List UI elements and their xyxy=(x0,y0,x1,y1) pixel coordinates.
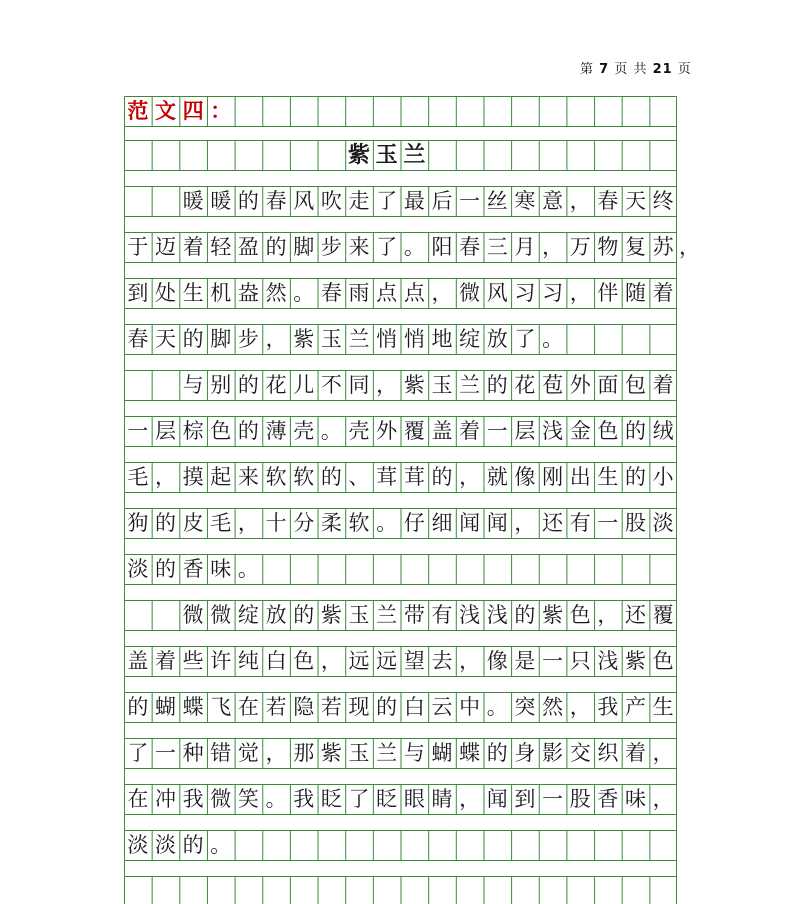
paragraph-3-char: 若 xyxy=(265,695,287,719)
paragraph-2-char: 还 xyxy=(542,511,564,535)
paragraph-1-char: 于 xyxy=(127,235,149,259)
paragraph-2-char: 闻 xyxy=(459,511,481,535)
paragraph-3-char: 织 xyxy=(597,741,619,765)
paragraph-3-char: 浅 xyxy=(597,649,619,673)
paragraph-1-char: 万 xyxy=(569,235,591,259)
paragraph-1-char: 盎 xyxy=(237,281,259,305)
paragraph-2-char: 刚 xyxy=(542,465,564,489)
paragraph-2-char: 软 xyxy=(265,465,287,489)
paragraph-1-char: 习 xyxy=(514,281,536,305)
paragraph-3-char: 的 xyxy=(514,603,536,627)
paragraph-2-char: 的 xyxy=(625,419,646,443)
paragraph-1-char: 生 xyxy=(182,281,204,305)
paragraph-3-char: ， xyxy=(320,649,342,673)
paragraph-2-char: 花 xyxy=(265,373,287,397)
paragraph-2-char: 的 xyxy=(625,465,646,489)
paragraph-3-char: 带 xyxy=(403,603,425,627)
paragraph-2-char: 层 xyxy=(154,419,176,443)
paragraph-3-char: 冲 xyxy=(154,787,176,811)
paragraph-3-char: 闻 xyxy=(486,787,508,811)
paragraph-3-char: 白 xyxy=(403,695,425,719)
paragraph-2-char: 、 xyxy=(348,465,370,489)
paragraph-1-char: 的 xyxy=(237,189,259,213)
paragraph-1-char: 迈 xyxy=(154,235,176,259)
paragraph-1-char: 微 xyxy=(459,281,481,305)
section-heading-char: 范 xyxy=(127,98,149,123)
paragraph-2-char: 一 xyxy=(486,419,508,443)
paragraph-1-char: ， xyxy=(431,281,453,305)
paragraph-1-char: 到 xyxy=(127,281,149,305)
paragraph-1-char: 走 xyxy=(348,189,370,213)
paragraph-3-char: 微 xyxy=(210,603,232,627)
paragraph-1-char: 放 xyxy=(486,327,508,351)
paragraph-2-char: 壳 xyxy=(348,419,370,443)
paragraph-3-char: 现 xyxy=(348,695,370,719)
paragraph-2-char: 像 xyxy=(514,465,536,489)
paragraph-1-char: 雨 xyxy=(348,281,370,305)
paragraph-1-char: 春 xyxy=(597,189,619,213)
paragraph-1-char: 后 xyxy=(431,189,453,213)
paragraph-3-char: 着 xyxy=(154,649,176,673)
paragraph-2-char: 起 xyxy=(210,465,232,489)
manuscript-grid xyxy=(124,96,700,904)
paragraph-1-char: 了 xyxy=(376,189,398,213)
paragraph-3-char: ， xyxy=(459,787,481,811)
paragraph-3-char: 眨 xyxy=(376,787,398,811)
paragraph-3-char: 的 xyxy=(182,833,204,857)
paragraph-1-char: 苏 xyxy=(652,235,674,259)
paragraph-3-char: 中 xyxy=(459,695,481,719)
paragraph-3-char: 产 xyxy=(625,695,646,719)
page-current: 7 xyxy=(599,62,610,77)
paragraph-1-char: 脚 xyxy=(293,235,315,259)
paragraph-3-char: 种 xyxy=(182,741,204,765)
paragraph-1-char: 来 xyxy=(348,235,370,259)
paragraph-1-char: 的 xyxy=(182,327,204,351)
paragraph-3-char: 我 xyxy=(182,787,204,811)
paragraph-2-char: 薄 xyxy=(265,419,287,443)
paragraph-2-char: 生 xyxy=(597,465,619,489)
paragraph-3-char: 紫 xyxy=(625,649,646,673)
paragraph-1-char: 天 xyxy=(154,327,176,351)
paragraph-3-char: 紫 xyxy=(542,603,564,627)
paragraph-2-char: 别 xyxy=(210,373,232,397)
paragraph-3-char: 些 xyxy=(182,649,204,673)
paragraph-3-char: 放 xyxy=(265,603,287,627)
paragraph-2-char: 摸 xyxy=(182,465,204,489)
paragraph-1-char: 阳 xyxy=(431,235,453,259)
paragraph-1-char: 步 xyxy=(237,327,259,351)
paragraph-2-char: 一 xyxy=(597,511,619,535)
paragraph-3-char: ， xyxy=(265,741,287,765)
paragraph-2-char: 绒 xyxy=(652,419,674,443)
paragraph-1-char: 丝 xyxy=(486,189,508,213)
paragraph-1-char: 脚 xyxy=(210,327,232,351)
paragraph-1-char: 春 xyxy=(127,327,149,351)
paragraph-3-char: 到 xyxy=(514,787,536,811)
paragraph-2-char: 兰 xyxy=(459,373,481,397)
paragraph-1-char: 点 xyxy=(376,281,398,305)
paragraph-3-char: 色 xyxy=(569,603,591,627)
paragraph-1-char: 吹 xyxy=(320,189,342,213)
paragraph-3-char: 身 xyxy=(514,741,536,765)
paragraph-1-char: 悄 xyxy=(403,327,425,351)
paragraph-1-char: 处 xyxy=(154,281,176,305)
paragraph-2-char: 的 xyxy=(431,465,453,489)
paragraph-3-char: 笑 xyxy=(237,787,259,811)
paragraph-3-char: 一 xyxy=(154,741,176,765)
paragraph-3-char: 与 xyxy=(403,741,425,765)
paragraph-2-char: 有 xyxy=(569,511,591,535)
paragraph-3-char: 一 xyxy=(542,649,564,673)
paragraph-1-char: ， xyxy=(542,235,564,259)
paragraph-2-char: 外 xyxy=(569,373,591,397)
paragraph-2-char: 外 xyxy=(376,419,398,443)
paragraph-3-char: 紫 xyxy=(320,741,342,765)
paragraph-1-char: 暖 xyxy=(210,189,232,213)
paragraph-1-char: 玉 xyxy=(320,327,342,351)
paragraph-2-char: 棕 xyxy=(182,419,204,443)
paragraph-2-char: 的 xyxy=(154,511,176,535)
paragraph-2-char: 味 xyxy=(210,557,232,581)
paragraph-1-char: 地 xyxy=(431,327,453,351)
paragraph-2-char: 着 xyxy=(652,373,674,397)
paragraph-3-char: 紫 xyxy=(320,603,342,627)
paragraph-3-char: 只 xyxy=(569,649,591,673)
paragraph-2-char: 十 xyxy=(265,511,287,535)
paragraph-2-char: 。 xyxy=(320,419,342,443)
paragraph-3-char: 浅 xyxy=(486,603,508,627)
section-heading-char: 四 xyxy=(182,98,204,123)
paragraph-1-char: 春 xyxy=(459,235,481,259)
paragraph-3-char: 盖 xyxy=(127,649,149,673)
paragraph-2-char: 的 xyxy=(154,557,176,581)
paragraph-2-char: ， xyxy=(376,373,398,397)
paragraph-1-char: 风 xyxy=(293,189,315,213)
paragraph-3-char: 云 xyxy=(431,695,453,719)
paragraph-2-char: 紫 xyxy=(403,373,425,397)
paragraph-2-char: 软 xyxy=(348,511,370,535)
paragraph-1-char: 终 xyxy=(652,189,674,213)
paragraph-2-char: 淡 xyxy=(127,557,149,581)
paragraph-3-char: 若 xyxy=(320,695,342,719)
paragraph-3-char: 交 xyxy=(569,741,591,765)
paragraph-2-char: 苞 xyxy=(542,373,564,397)
paragraph-3-char: 味 xyxy=(625,787,646,811)
paragraph-3-char: 隐 xyxy=(293,695,315,719)
paragraph-3-char: 淡 xyxy=(127,833,149,857)
paragraph-1-char: ， xyxy=(265,327,287,351)
paragraph-2-char: ， xyxy=(459,465,481,489)
paragraph-3-char: 我 xyxy=(597,695,619,719)
paragraph-3-char: 远 xyxy=(376,649,398,673)
paragraph-3-char: 。 xyxy=(265,787,287,811)
paragraph-2-char: 就 xyxy=(486,465,508,489)
paragraph-2-char: 的 xyxy=(486,373,508,397)
paragraph-3-char: 的 xyxy=(293,603,315,627)
paragraph-1-char: 。 xyxy=(403,235,425,259)
paragraph-1-char: 兰 xyxy=(348,327,370,351)
paragraph-2-char: ， xyxy=(237,511,259,535)
paragraph-3-char: 色 xyxy=(652,649,674,673)
paragraph-3-char: 蝶 xyxy=(182,695,204,719)
paragraph-2-char: 分 xyxy=(293,511,315,535)
paragraph-1-char: 步 xyxy=(320,235,342,259)
paragraph-2-char: 与 xyxy=(182,373,204,397)
paragraph-3-char: 色 xyxy=(293,649,315,673)
paragraph-2-char: 茸 xyxy=(376,465,398,489)
paragraph-1-char: 紫 xyxy=(293,327,315,351)
paragraph-1-char: 机 xyxy=(210,281,232,305)
paragraph-2-char: ， xyxy=(514,511,536,535)
paragraph-2-char: 仔 xyxy=(403,511,425,535)
paragraph-1-char: 意 xyxy=(542,189,564,213)
section-heading-char: 文 xyxy=(154,98,176,123)
hanging-punctuation: ， xyxy=(679,235,700,259)
paragraph-2-char: 软 xyxy=(293,465,315,489)
paragraph-2-char: 来 xyxy=(237,465,259,489)
paragraph-1-char: 风 xyxy=(486,281,508,305)
paragraph-1-char: 绽 xyxy=(459,327,481,351)
paragraph-2-char: 金 xyxy=(569,419,591,443)
paragraph-3-char: ， xyxy=(459,649,481,673)
paragraph-3-char: 纯 xyxy=(237,649,259,673)
paragraph-1-char: 春 xyxy=(320,281,342,305)
page-label-suffix: 页 xyxy=(677,62,692,77)
paragraph-2-char: 不 xyxy=(320,373,342,397)
paragraph-2-char: 玉 xyxy=(431,373,453,397)
title-char: 兰 xyxy=(403,142,426,168)
paragraph-3-char: 着 xyxy=(625,741,646,765)
paragraph-1-char: 天 xyxy=(625,189,646,213)
paragraph-1-char: 复 xyxy=(625,235,646,259)
paragraph-1-char: 三 xyxy=(486,235,508,259)
paragraph-3-char: 突 xyxy=(514,695,536,719)
title-char: 紫 xyxy=(348,142,371,168)
paragraph-3-char: ， xyxy=(652,787,674,811)
paragraph-2-char: 股 xyxy=(625,511,646,535)
paragraph-1-char: 悄 xyxy=(376,327,398,351)
page-label-mid: 页 共 xyxy=(614,62,648,77)
paragraph-3-char: 蝴 xyxy=(431,741,453,765)
paragraph-1-char: 月 xyxy=(514,235,536,259)
paragraph-3-char: 香 xyxy=(597,787,619,811)
paragraph-3-char: 蝶 xyxy=(459,741,481,765)
paragraph-3-char: 望 xyxy=(403,649,425,673)
paragraph-3-char: 玉 xyxy=(348,741,370,765)
paragraph-2-char: ， xyxy=(154,465,176,489)
paragraph-1-char: 暖 xyxy=(182,189,204,213)
paragraph-3-char: 睛 xyxy=(431,787,453,811)
section-heading-char: ： xyxy=(210,98,232,123)
paragraph-3-char: 覆 xyxy=(652,603,674,627)
paragraph-2-char: 闻 xyxy=(486,511,508,535)
paragraph-3-char: 兰 xyxy=(376,741,398,765)
paragraph-1-char: 物 xyxy=(597,235,619,259)
paragraph-3-char: 。 xyxy=(210,833,232,857)
paragraph-3-char: 去 xyxy=(431,649,453,673)
paragraph-1-char: 伴 xyxy=(597,281,619,305)
paragraph-1-char: ， xyxy=(569,189,591,213)
page-total: 21 xyxy=(652,62,673,77)
paragraph-3-char: 白 xyxy=(265,649,287,673)
paragraph-2-char: 覆 xyxy=(403,419,425,443)
paragraph-3-char: 股 xyxy=(569,787,591,811)
paragraph-2-char: 。 xyxy=(376,511,398,535)
paragraph-2-char: 同 xyxy=(348,373,370,397)
paragraph-2-char: 面 xyxy=(597,373,619,397)
paragraph-3-char: 然 xyxy=(542,695,564,719)
paragraph-1-char: 了 xyxy=(514,327,536,351)
paragraph-1-char: 着 xyxy=(182,235,204,259)
paragraph-3-char: ， xyxy=(569,695,591,719)
paragraph-1-char: 的 xyxy=(265,235,287,259)
paragraph-2-char: 毛 xyxy=(127,465,149,489)
paragraph-3-char: 影 xyxy=(542,741,564,765)
paragraph-3-char: 远 xyxy=(348,649,370,673)
paragraph-2-char: 壳 xyxy=(293,419,315,443)
paragraph-3-char: 在 xyxy=(127,787,149,811)
page-number xyxy=(580,58,692,77)
paragraph-3-char: 。 xyxy=(486,695,508,719)
paragraph-1-char: ， xyxy=(569,281,591,305)
paragraph-1-char: 一 xyxy=(459,189,481,213)
paragraph-3-char: 了 xyxy=(127,741,149,765)
paragraph-3-char: 微 xyxy=(210,787,232,811)
paragraph-2-char: 淡 xyxy=(652,511,674,535)
paragraph-3-char: 像 xyxy=(486,649,508,673)
paragraph-3-char: 淡 xyxy=(154,833,176,857)
paragraph-2-char: 色 xyxy=(597,419,619,443)
paragraph-2-char: 毛 xyxy=(210,511,232,535)
paragraph-3-char: 的 xyxy=(127,695,149,719)
paragraph-3-char: 了 xyxy=(348,787,370,811)
paragraph-3-char: 我 xyxy=(293,787,315,811)
paragraph-1-char: 了 xyxy=(376,235,398,259)
paragraph-3-char: 微 xyxy=(182,603,204,627)
paragraph-2-char: 盖 xyxy=(431,419,453,443)
paragraph-3-char: 在 xyxy=(237,695,259,719)
paragraph-1-char: 盈 xyxy=(237,235,259,259)
paragraph-2-char: 的 xyxy=(237,373,259,397)
paragraph-3-char: 的 xyxy=(486,741,508,765)
paragraph-3-char: 有 xyxy=(431,603,453,627)
paragraph-2-char: 着 xyxy=(459,419,481,443)
paragraph-3-char: 玉 xyxy=(348,603,370,627)
paragraph-2-char: 包 xyxy=(625,373,646,397)
paragraph-2-char: 狗 xyxy=(127,511,149,535)
paragraph-1-char: 。 xyxy=(542,327,564,351)
paragraph-1-char: 。 xyxy=(293,281,315,305)
paragraph-3-char: ， xyxy=(652,741,674,765)
paragraph-3-char: 还 xyxy=(625,603,646,627)
paragraph-1-char: 寒 xyxy=(514,189,536,213)
paragraph-2-char: 色 xyxy=(210,419,232,443)
paragraph-3-char: 眼 xyxy=(403,787,425,811)
paragraph-2-char: 浅 xyxy=(542,419,564,443)
paragraph-2-char: 皮 xyxy=(182,511,204,535)
paragraph-3-char: 蝴 xyxy=(154,695,176,719)
paragraph-2-char: 的 xyxy=(237,419,259,443)
paragraph-2-char: 小 xyxy=(652,465,674,489)
paragraph-2-char: 出 xyxy=(569,465,591,489)
paragraph-3-char: 的 xyxy=(376,695,398,719)
paragraph-3-char: 是 xyxy=(514,649,536,673)
paragraph-3-char: 那 xyxy=(293,741,315,765)
paragraph-3-char: 兰 xyxy=(376,603,398,627)
paragraph-2-char: 一 xyxy=(127,419,149,443)
paragraph-1-char: 然 xyxy=(265,281,287,305)
paragraph-2-char: 香 xyxy=(182,557,204,581)
paragraph-3-char: 觉 xyxy=(237,741,259,765)
paragraph-3-char: 生 xyxy=(652,695,674,719)
paragraph-1-char: 随 xyxy=(625,281,646,305)
paragraph-3-char: 错 xyxy=(210,741,232,765)
paragraph-2-char: 细 xyxy=(431,511,453,535)
paragraph-2-char: 儿 xyxy=(293,373,315,397)
title-char: 玉 xyxy=(375,142,398,168)
paragraph-1-char: 着 xyxy=(652,281,674,305)
paragraph-3-char: 浅 xyxy=(459,603,481,627)
paragraph-2-char: 柔 xyxy=(320,511,342,535)
paragraph-3-char: 绽 xyxy=(237,603,259,627)
page-label-prefix: 第 xyxy=(580,62,595,77)
paragraph-3-char: 一 xyxy=(542,787,564,811)
paragraph-3-char: 眨 xyxy=(320,787,342,811)
paragraph-1-char: 春 xyxy=(265,189,287,213)
paragraph-3-char: 飞 xyxy=(210,695,232,719)
grid-lines xyxy=(124,96,677,904)
paragraph-3-char: 许 xyxy=(210,649,232,673)
paragraph-2-char: 的 xyxy=(320,465,342,489)
paragraph-2-char: 层 xyxy=(514,419,536,443)
paragraph-2-char: 。 xyxy=(237,557,259,581)
paragraph-1-char: 习 xyxy=(542,281,564,305)
paragraph-1-char: 点 xyxy=(403,281,425,305)
paragraph-1-char: 轻 xyxy=(210,235,232,259)
paragraph-2-char: 茸 xyxy=(403,465,425,489)
paragraph-1-char: 最 xyxy=(403,189,425,213)
paragraph-2-char: 花 xyxy=(514,373,536,397)
paragraph-3-char: ， xyxy=(597,603,619,627)
